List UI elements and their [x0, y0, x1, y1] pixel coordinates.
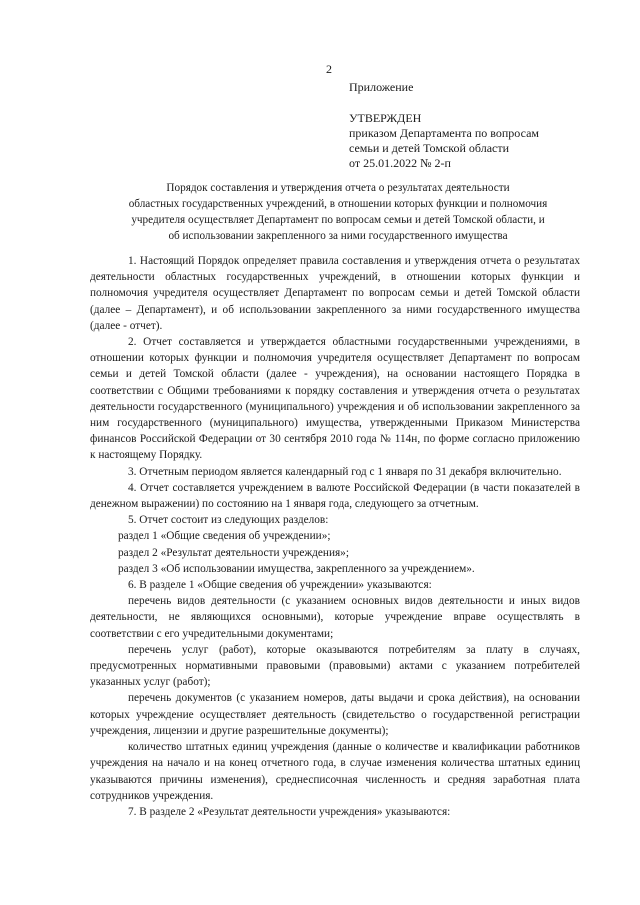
approval-line: приказом Департамента по вопросам — [349, 126, 539, 140]
paragraph-6-item: количество штатных единиц учреждения (данные о количестве и квалификации работников учреждения на начало и на конец отчетного года, в случае изменения количества штатных единиц указываются причины изменения), среднесписочная численность и средняя заработная плата сотрудников учреждения. — [90, 741, 580, 802]
page-number: 2 — [326, 62, 332, 76]
approval-line: семьи и детей Томской области — [349, 141, 510, 155]
title-line: об использовании закрепленного за ними государственного имущества — [168, 230, 508, 243]
paragraph-1: 1. Настоящий Порядок определяет правила составления и утверждения отчета о результатах деятельности областных государственных учреждений, в отношении которых функции и полномочия учредителя осуществляет Департамент по вопросам семьи и детей Томской области (далее – Департамент), и об использовании закрепленного за ними государственного имущества (далее - отчет). — [90, 255, 580, 332]
paragraph-4: 4. Отчет составляется учреждением в валюте Российской Федерации (в части показателей в денежном выражении) по состоянию на 1 января года, следующего за отчетным. — [90, 481, 580, 511]
paragraph-6-item: перечень услуг (работ), которые оказываются потребителям за плату в случаях, предусмотренных нормативными правовыми (правовыми) актами с указанием потребителей указанных услуг (работ); — [90, 643, 580, 689]
document-title — [88, 180, 588, 244]
section-list-item: раздел 2 «Результат деятельности учреждения»; — [118, 546, 349, 559]
title-line: Порядок составления и утверждения отчета о результатах деятельности — [166, 182, 510, 194]
approval-line: от 25.01.2022 № 2-п — [349, 156, 451, 170]
paragraph-5: 5. Отчет состоит из следующих разделов: — [128, 514, 329, 527]
approval-stamp-block — [349, 66, 539, 171]
paragraph-2: 2. Отчет составляется и утверждается областными государственными учреждениями, в отношении которых функции и полномочия учредителя осуществляет Департамент по вопросам семьи и детей Томской области (далее - учреждения), на основании настоящего Порядка в соответствии с Общими требованиями к порядку составления и утверждения отчета о результатах деятельности государственного (муниципального) учреждения и об использовании закрепленного за ним государственного (муниципального) имущества, утвержденными Приказом Министерства финансов Российской Федерации от 30 сентября 2010 года № 114н, по форме согласно приложению к настоящему Порядку. — [90, 336, 580, 462]
appendix-label: Приложение — [349, 80, 414, 94]
title-line: областных государственных учреждений, в отношении которых функции и полномочия — [128, 198, 548, 211]
paragraph-3: 3. Отчетным периодом является календарный год с 1 января по 31 декабря включительно. — [128, 465, 562, 478]
document-body — [90, 253, 580, 820]
paragraph-6-item: перечень документов (с указанием номеров, даты выдачи и срока действия), на основании которых учреждение осуществляет деятельность (свидетельство о государственной регистрации учреждения, лицензии и другие разрешительные документы); — [90, 692, 580, 737]
approved-label: УТВЕРЖДЕН — [349, 111, 422, 125]
paragraph-6: 6. В разделе 1 «Общие сведения об учреждении» указываются: — [128, 579, 432, 592]
paragraph-6-item: перечень видов деятельности (с указанием основных видов деятельности и иных видов деятельности, не являющихся основными), которые учреждение вправе осуществлять в соответствии с его учредительными документами; — [90, 595, 580, 640]
section-list-item: раздел 3 «Об использовании имущества, закрепленного за учреждением». — [118, 562, 475, 575]
paragraph-7: 7. В разделе 2 «Результат деятельности учреждения» указываются: — [128, 805, 451, 818]
title-line: учредителя осуществляет Департамент по вопросам семьи и детей Томской области, и — [131, 214, 545, 227]
section-list-item: раздел 1 «Общие сведения об учреждении»; — [118, 530, 331, 543]
